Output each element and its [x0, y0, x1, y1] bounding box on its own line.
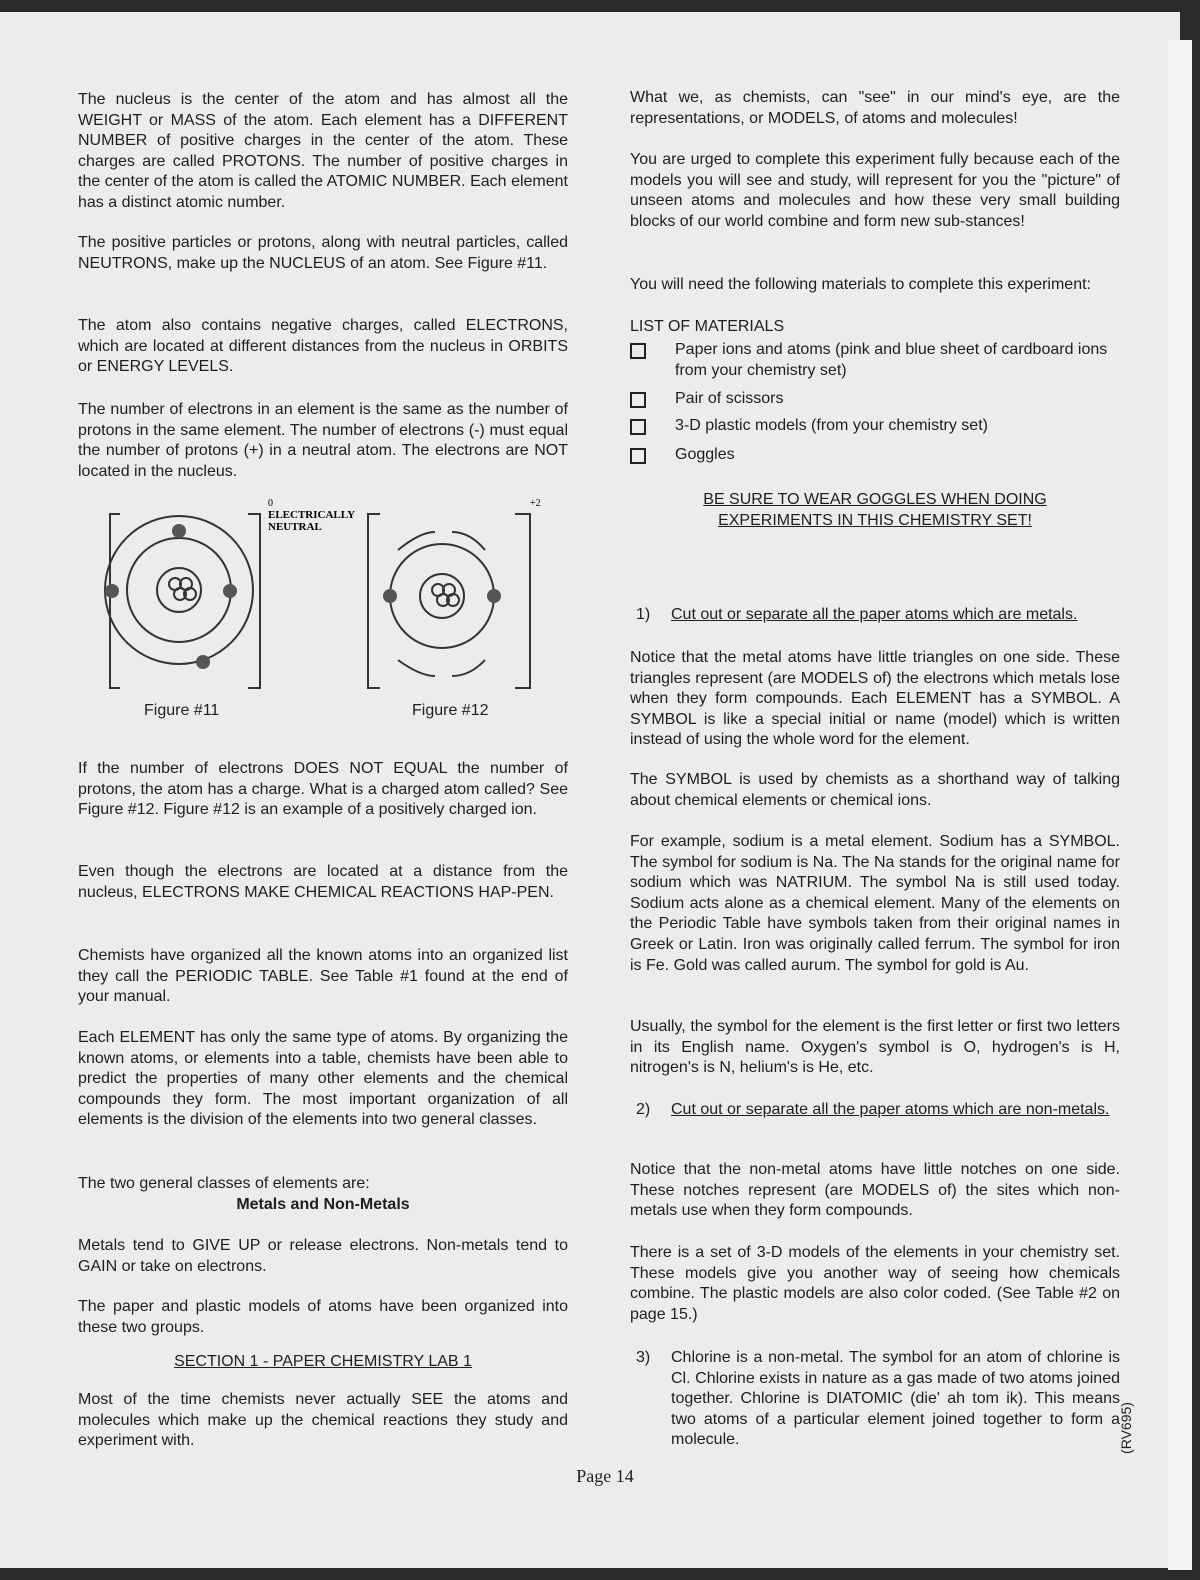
paragraph-usually: Usually, the symbol for the element is the first letter or first two letters in its English name. Oxygen's symbol is O, hydrogen's is H, nitrogen's is N, helium's is He, etc. [630, 1018, 1120, 1077]
paragraph-charged-atom: If the number of electrons DOES NOT EQUAL the number of protons, the atom has a charge. What is a charged atom called? See Figure #12. Figure #12 is an example of a positively charged ion. [78, 760, 568, 819]
figure-11-charge: 0 [268, 498, 273, 509]
subheading-metals: Metals and Non-Metals [236, 1196, 410, 1213]
paragraph-two-classes: The two general classes of elements are: [78, 1175, 370, 1192]
paragraph-urged: You are urged to complete this experiment fully because each of the models you will see and study, will represent for you the "picture" of unseen atoms and molecules and how these very small building blocks of our world combine and form new sub-stances! [630, 151, 1120, 230]
document-code: (RV695) [1117, 1402, 1134, 1454]
paragraph-materials-intro: You will need the following materials to complete this experiment: [630, 276, 1091, 293]
figure-11-caption: Figure #11 [144, 702, 220, 719]
figure-11-label-2: NEUTRAL [268, 521, 322, 533]
page-number: Page 14 [576, 1466, 634, 1486]
checkbox[interactable] [630, 392, 646, 408]
figure-11-diagram [105, 514, 260, 688]
paragraph-notches: Notice that the non-metal atoms have little notches on one side. These notches represent (are MODELS of) the sites which non-metals use when they form compounds. [630, 1161, 1120, 1220]
atom-figures [80, 490, 560, 720]
paragraph-see: Most of the time chemists never actually SEE the atoms and molecules which make up the chemical reactions they study and experiment with. [78, 1391, 568, 1450]
goggles-warning: BE SURE TO WEAR GOGGLES WHEN DOING EXPERIMENTS IN THIS CHEMISTRY SET! [703, 491, 1047, 529]
paragraph-sodium: For example, sodium is a metal element. Sodium has a SYMBOL. The symbol for sodium is Na. The Na stands for the original name for sodium which was NATRIUM. The symbol Na is still used today. Sodium acts alone as a chemical element. Many of the elements on the Periodic Table have symbols taken from their original names in Greek or Latin. Iron was originally called ferrum. The symbol for iron is Fe. Gold was called aurum. The symbol for gold is Au. [630, 833, 1120, 974]
paragraph-symbol: The SYMBOL is used by chemists as a shorthand way of talking about chemical elements or chemical ions. [630, 771, 1120, 809]
checkbox[interactable] [630, 448, 646, 464]
material-item[interactable]: Pair of scissors [630, 389, 1120, 410]
paragraph-3d-models: There is a set of 3-D models of the elements in your chemistry set. These models give you another way of seeing how chemicals combine. The plastic models are also color coded. (See Table #2 on page 15.) [630, 1244, 1120, 1323]
figure-11-label-1: ELECTRICALLY [268, 509, 356, 521]
paragraph-metals: Metals tend to GIVE UP or release electrons. Non-metals tend to GAIN or take on electrons. [78, 1237, 568, 1275]
material-item[interactable]: Paper ions and atoms (pink and blue sheet of cardboard ions from your chemistry set) [630, 340, 1120, 381]
step-3: 3) Chlorine is a non-metal. The symbol for an atom of chlorine is Cl. Chlorine exists in nature as a gas made of two atoms joined together. Chlorine is DIATOMIC (die' ah tom ik). This means two atoms of a particular element joined together to form a molecule. [636, 1349, 1120, 1449]
paragraph-triangles: Notice that the metal atoms have little triangles on one side. These triangles represent (are MODELS of) the electrons which metals lose when they form compounds. Each ELEMENT has a SYMBOL. A SYMBOL is like a special initial or name (model) which is written instead of using the whole word for the element. [630, 649, 1120, 749]
paragraph-elements: Each ELEMENT has only the same type of atoms. By organizing the known atoms, or elements into a table, chemists have been able to predict the properties of many other elements and the chemical compounds they form. The most important organization of all elements is the division of the elements into two general classes. [78, 1029, 568, 1129]
paragraph-representations: What we, as chemists, can "see" in our mind's eye, are the representations, or MODELS, of atoms and molecules! [630, 89, 1120, 127]
section-heading: SECTION 1 - PAPER CHEMISTRY LAB 1 [174, 1353, 472, 1370]
paragraph-periodic-table: Chemists have organized all the known atoms into an organized list they call the PERIODIC TABLE. See Table #1 found at the end of your manual. [78, 947, 568, 1006]
paragraph-neutrons: The positive particles or protons, along with neutral particles, called NEUTRONS, make up the NUCLEUS of an atom. See Figure #11. [78, 234, 568, 272]
paragraph-electron-count: The number of electrons in an element is the same as the number of protons in the same element. The number of electrons (-) must equal the number of protons (+) in a neutral atom. The electrons are NOT located in the nucleus. [78, 401, 568, 480]
page-edge [1168, 40, 1192, 1570]
figure-12-charge: +2 [530, 498, 541, 509]
checkbox[interactable] [630, 343, 646, 359]
figure-12-caption: Figure #12 [412, 702, 489, 719]
materials-list-title: LIST OF MATERIALS [630, 318, 785, 335]
paragraph-models: The paper and plastic models of atoms have been organized into these two groups. [78, 1298, 568, 1336]
material-item[interactable]: 3-D plastic models (from your chemistry set) [630, 416, 1120, 437]
paragraph-reactions: Even though the electrons are located at a distance from the nucleus, ELECTRONS MAKE CHEMICAL REACTIONS HAP-PEN. [78, 863, 568, 901]
paragraph-nucleus: The nucleus is the center of the atom and has almost all the WEIGHT or MASS of the atom. Each element has a DIFFERENT NUMBER of positive charges in the center of the atom. These charges are called PROTONS. The number of positive charges in the center of the atom is called the ATOMIC NUMBER. Each element has a distinct atomic number. [78, 91, 568, 211]
figure-12-diagram [368, 514, 530, 688]
checkbox[interactable] [630, 419, 646, 435]
material-item[interactable]: Goggles [630, 445, 1120, 466]
paragraph-electrons: The atom also contains negative charges, called ELECTRONS, which are located at different distances from the nucleus in ORBITS or ENERGY LEVELS. [78, 317, 568, 376]
step-1: 1) Cut out or separate all the paper atoms which are metals. [636, 606, 1078, 623]
step-2: 2) Cut out or separate all the paper atoms which are non-metals. [636, 1101, 1110, 1118]
